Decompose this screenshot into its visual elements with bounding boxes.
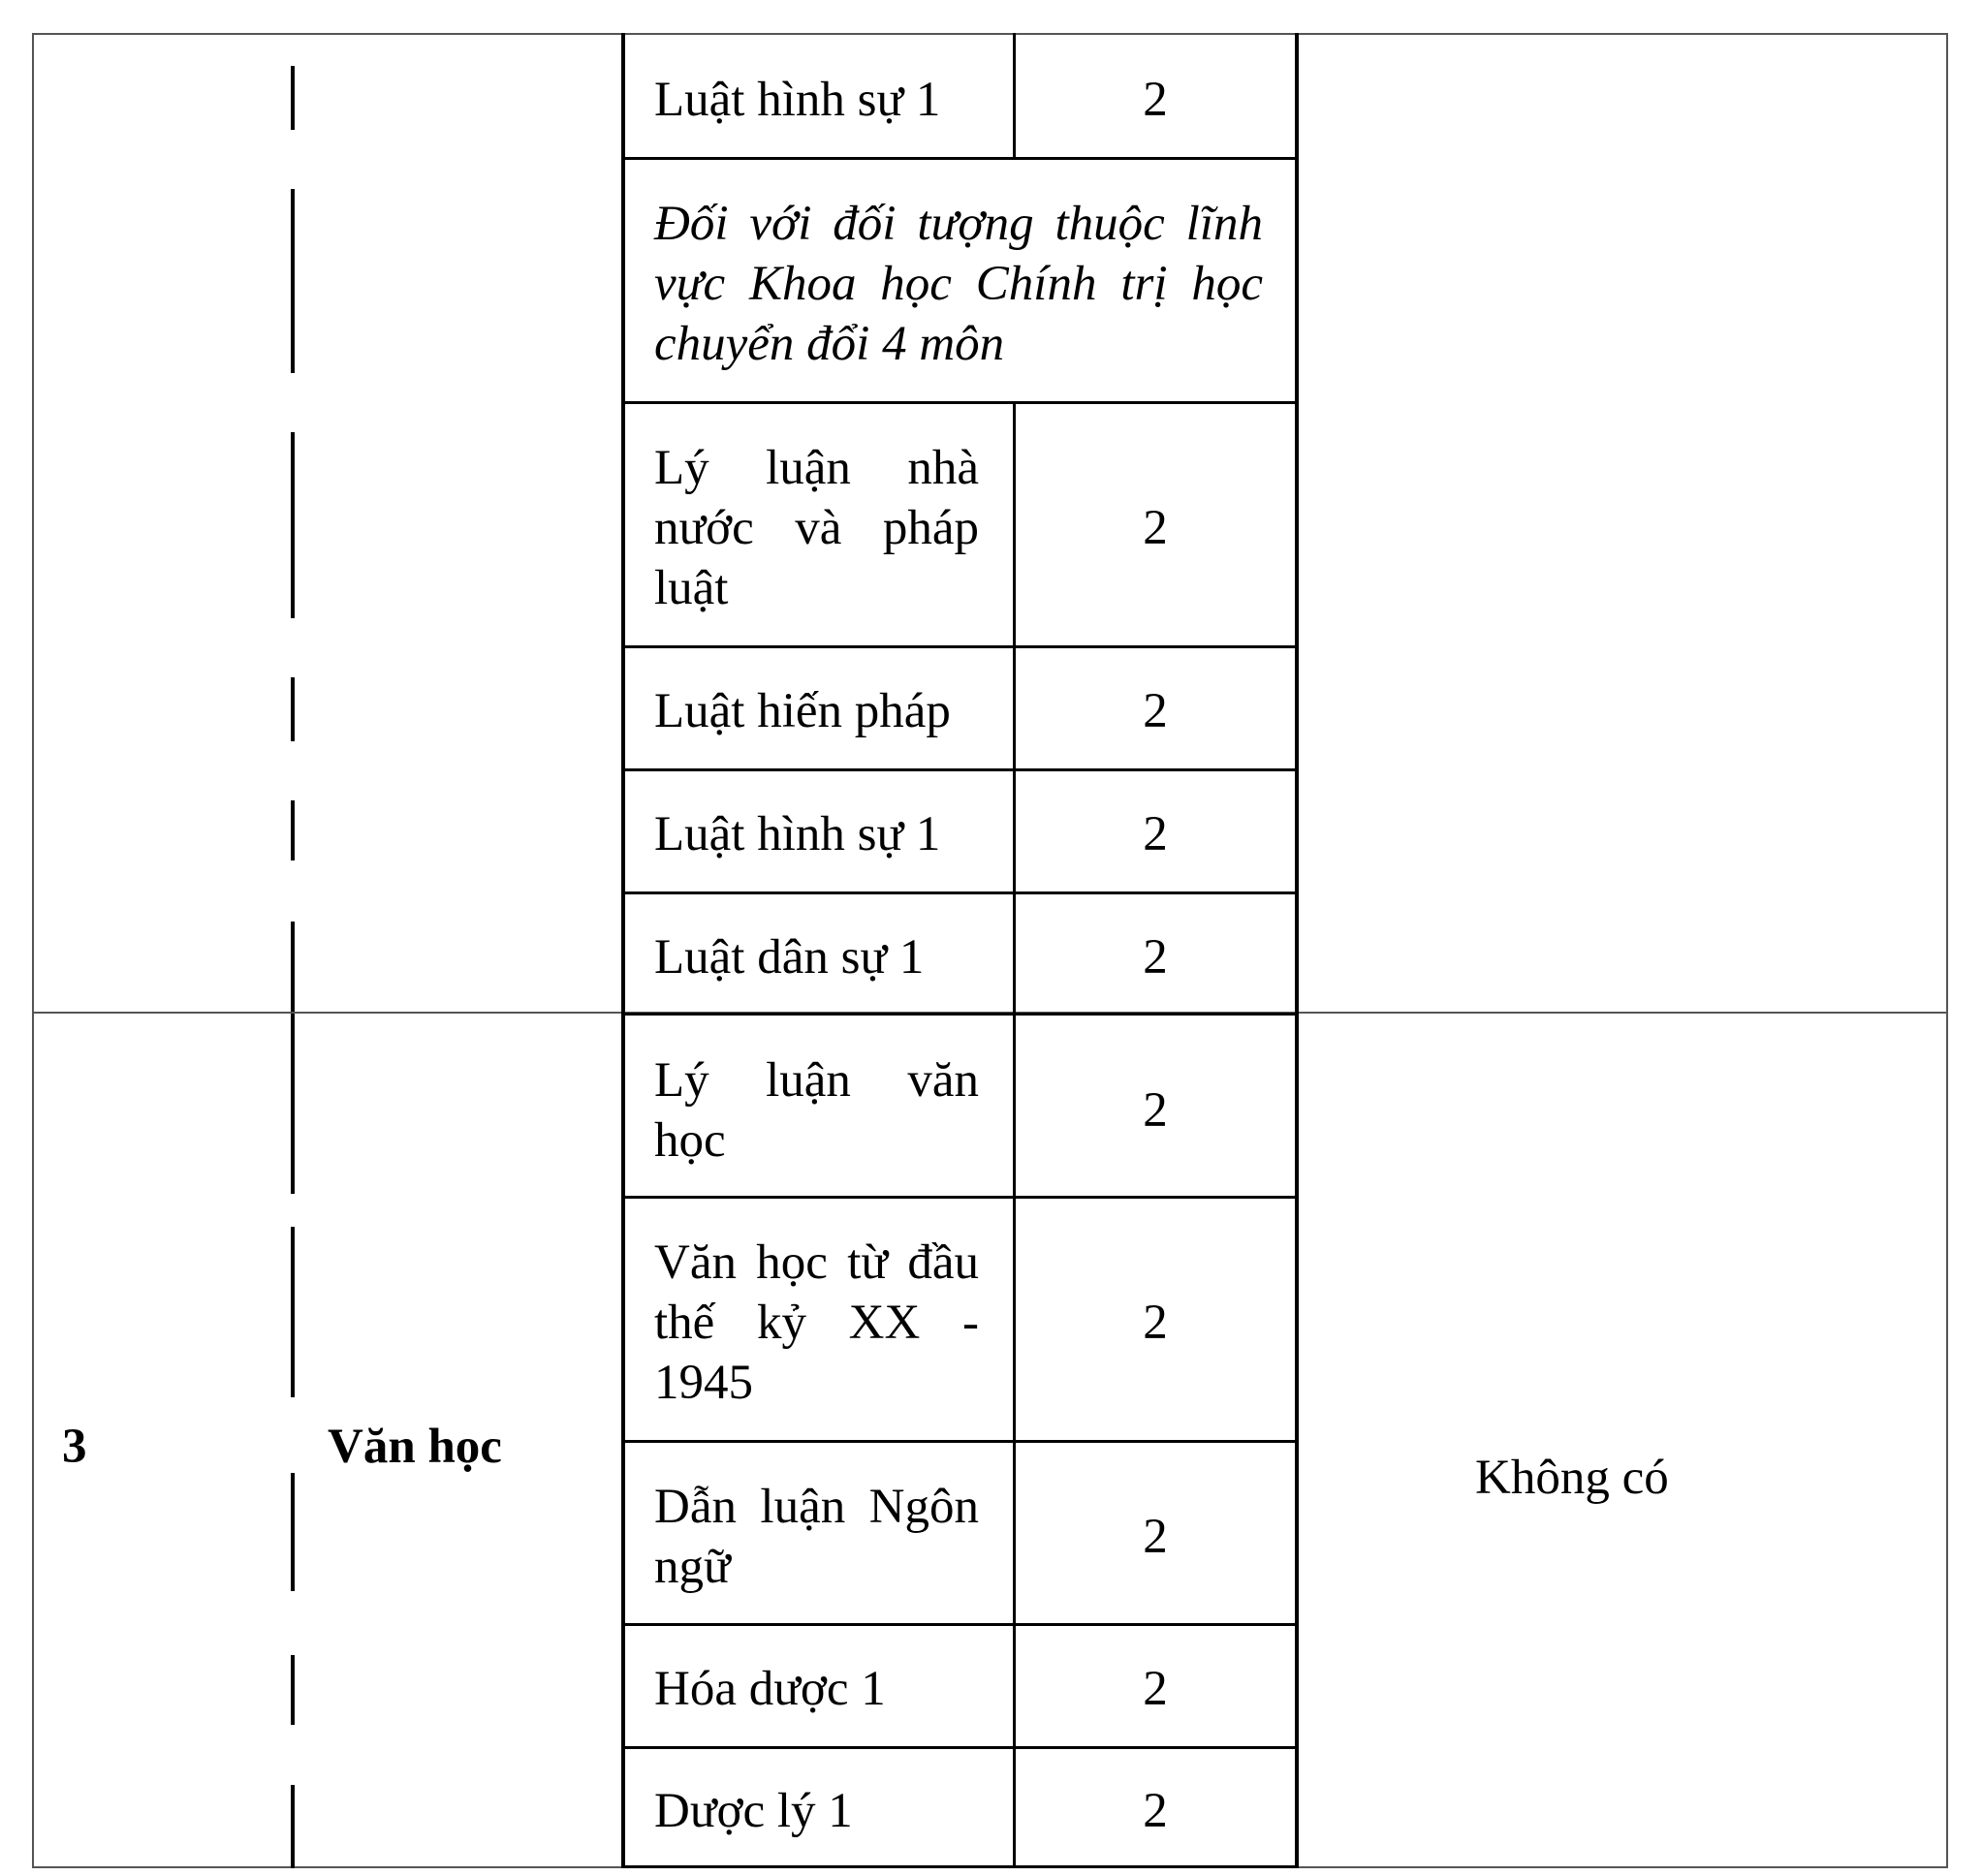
credit-value: 2 <box>1143 1296 1168 1350</box>
section-number: 3 <box>62 1420 87 1474</box>
inner-row-line <box>621 1865 1299 1868</box>
column-separator-segment <box>291 1227 295 1397</box>
inner-row-line <box>621 768 1299 771</box>
column-separator-segment <box>291 189 295 373</box>
credit-value: 2 <box>1143 1083 1168 1138</box>
column-separator-segment <box>291 922 295 1012</box>
inner-row-line <box>621 401 1299 404</box>
section-note: Không có <box>1475 1451 1669 1505</box>
subject-name: Hóa dược 1 <box>654 1662 886 1716</box>
subject-name: Luật dân sự 1 <box>654 930 925 985</box>
inner-row-line <box>621 1746 1299 1749</box>
subject-name: Dược lý 1 <box>654 1784 853 1838</box>
inner-row-line <box>621 1440 1299 1443</box>
subject-name: Luật hình sự 1 <box>654 807 941 861</box>
column-separator-segment <box>291 432 295 618</box>
conversion-note: Đối với đối tượng thuộc lĩnh vực Khoa học Chính trị học chuyển đổi 4 môn <box>654 197 1263 371</box>
subject-name: Luật hiến pháp <box>654 684 951 738</box>
credit-value: 2 <box>1143 684 1168 738</box>
table-border-top <box>32 33 1948 35</box>
table-border-left <box>32 33 34 1868</box>
column-separator-segment <box>291 677 295 741</box>
subject-name: Luật hình sự 1 <box>654 73 941 127</box>
column-separator-segment <box>291 1785 295 1868</box>
inner-row-line <box>621 645 1299 648</box>
subject-name: Dẫn luận Ngôn ngữ <box>654 1480 979 1594</box>
inner-table-right <box>1295 33 1299 1868</box>
column-separator-segment <box>291 1655 295 1725</box>
inner-row-line <box>621 1623 1299 1626</box>
credit-value: 2 <box>1143 501 1168 555</box>
subject-name: Văn học từ đầu thế kỷ XX - 1945 <box>654 1235 979 1410</box>
credit-value: 2 <box>1143 1784 1168 1838</box>
subject-name: Lý luận nhà nước và pháp luật <box>654 441 979 615</box>
section-name: Văn học <box>328 1420 502 1474</box>
credit-value: 2 <box>1143 73 1168 127</box>
credit-value: 2 <box>1143 1662 1168 1716</box>
inner-row-line <box>621 1196 1299 1199</box>
inner-row-line <box>621 157 1299 160</box>
inner-row-line <box>621 1013 1299 1016</box>
column-separator-segment <box>291 66 295 130</box>
credit-value: 2 <box>1143 807 1168 861</box>
credit-value: 2 <box>1143 930 1168 985</box>
column-separator-segment <box>291 1014 295 1194</box>
column-separator-segment <box>291 800 295 860</box>
subject-name: Lý luận văn học <box>654 1053 979 1168</box>
inner-row-line <box>621 891 1299 894</box>
credit-value: 2 <box>1143 1510 1168 1564</box>
table-border-right <box>1946 33 1948 1868</box>
column-separator-segment <box>291 1473 295 1591</box>
inner-table-left <box>621 33 625 1868</box>
